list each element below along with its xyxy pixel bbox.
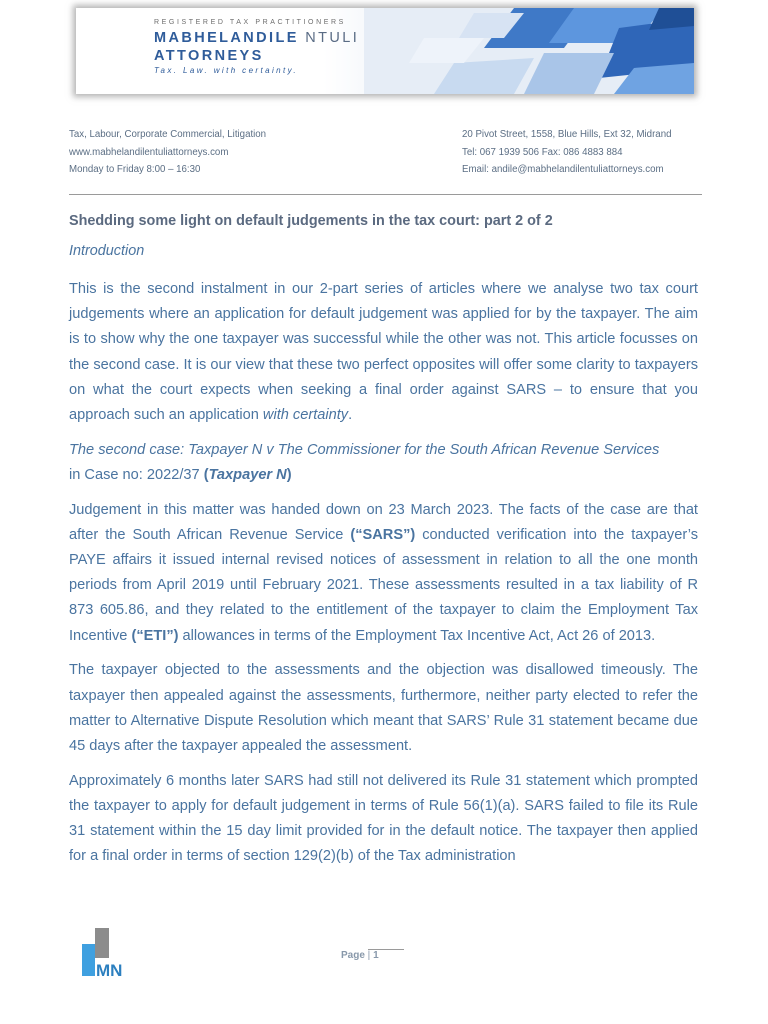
address-text: 20 Pivot Street, 1558, Blue Hills, Ext 32, Midrand — [462, 129, 672, 140]
firm-name-line2: ATTORNEYS — [154, 48, 264, 64]
services-text: Tax, Labour, Corporate Commercial, Litigation — [69, 129, 267, 140]
paragraph-1-end: . — [348, 407, 353, 424]
phone-fax-text: Tel: 067 1939 506 Fax: 086 4883 884 — [462, 146, 623, 158]
paragraph-2-text-b: conducted verification into the taxpayer’s PAYE affairs it issued internal revised notices of assessment in relation to all the one month periods from April 2019 until February 2021. These assessments resulted in a tax liability of R 873 605.86, and they related to the entitlement of the taxpayer to claim the Employment Tax Incentive — [69, 526, 698, 644]
banner-decoration — [364, 8, 694, 94]
paragraph-2-text-a: Judgement in this matter was handed down on 23 March 2023. The facts of the case are that after the South African Revenue Service — [69, 501, 698, 543]
letterhead-banner — [76, 8, 694, 94]
article-body — [69, 213, 698, 879]
paragraph-1 — [69, 277, 698, 428]
mn-logo — [82, 928, 128, 978]
firm-tagline: Tax. Law. with certainty. — [154, 66, 299, 75]
contact-left — [69, 126, 266, 179]
office-hours: Monday to Friday 8:00 – 16:30 — [69, 164, 201, 175]
page-word: Page — [341, 950, 365, 961]
firm-name-first: MABHELANDILE — [154, 30, 299, 46]
case-reference — [69, 463, 698, 488]
page-separator: | — [364, 950, 374, 961]
paragraph-3: The taxpayer objected to the assessments and the objection was disallowed timeously. The taxpayer then appealed against the assessments, furthermore, neither party elected to refer the matter to Alternative Dispute Resolution which meant that SARS’ Rule 31 statement became due 45 days after the taxpayer appealed the assessment. — [69, 662, 698, 754]
sars-abbrev: (“SARS”) — [350, 526, 416, 543]
header-divider — [69, 194, 702, 195]
case-paren-open: ( — [203, 466, 209, 483]
email-link[interactable]: Email: andile@mabhelandilentuliattorneys.com — [462, 164, 664, 175]
article-title: Shedding some light on default judgements in the tax court: part 2 of 2 — [69, 213, 553, 229]
logo-text: MN — [96, 961, 123, 978]
paragraph-4: Approximately 6 months later SARS had still not delivered its Rule 31 statement which prompted the taxpayer to apply for default judgement in terms of Rule 56(1)(a). SARS failed to file its Rule 31 statement within the 15 day limit provided for in the default notice. The taxpayer then applied for a final order in terms of section 129(2)(b) of the Tax administration — [69, 772, 698, 865]
intro-heading: Introduction — [69, 243, 145, 259]
eti-abbrev: (“ETI”) — [131, 627, 179, 644]
case-short-name: Taxpayer N — [208, 466, 287, 483]
contact-right — [462, 126, 671, 179]
firm-name-surname: NTULI — [305, 30, 360, 46]
case-citation — [69, 438, 698, 488]
paragraph-2 — [69, 498, 698, 649]
paragraph-1-emphasis: with certainty — [262, 407, 349, 424]
registered-text: REGISTERED TAX PRACTITIONERS — [154, 19, 346, 26]
paragraph-1-text: This is the second instalment in our 2-part series of articles where we analyse two tax court judgements where an application for default judgement was applied for by the taxpayer. The aim is to show why the one taxpayer was successful while the other was not. This article focusses on the second case. It is our view that these two perfect opposites will offer some clarity to taxpayers on what the court expects when seeking a final order against SARS – to ensure that you approach such an application — [69, 281, 698, 424]
case-paren-close: ) — [286, 466, 292, 483]
firm-name-line1 — [154, 30, 359, 46]
page-number — [341, 950, 379, 961]
case-number: in Case no: 2022/37 — [69, 466, 204, 483]
page-number-value: 1 — [373, 950, 379, 961]
case-heading: The second case: Taxpayer N v The Commissioner for the South African Revenue Services — [69, 441, 660, 458]
website-link[interactable]: www.mabhelandilentuliattorneys.com — [69, 146, 229, 158]
paragraph-2-text-c: allowances in terms of the Employment Tax Incentive Act, Act 26 of 2013. — [178, 627, 656, 644]
